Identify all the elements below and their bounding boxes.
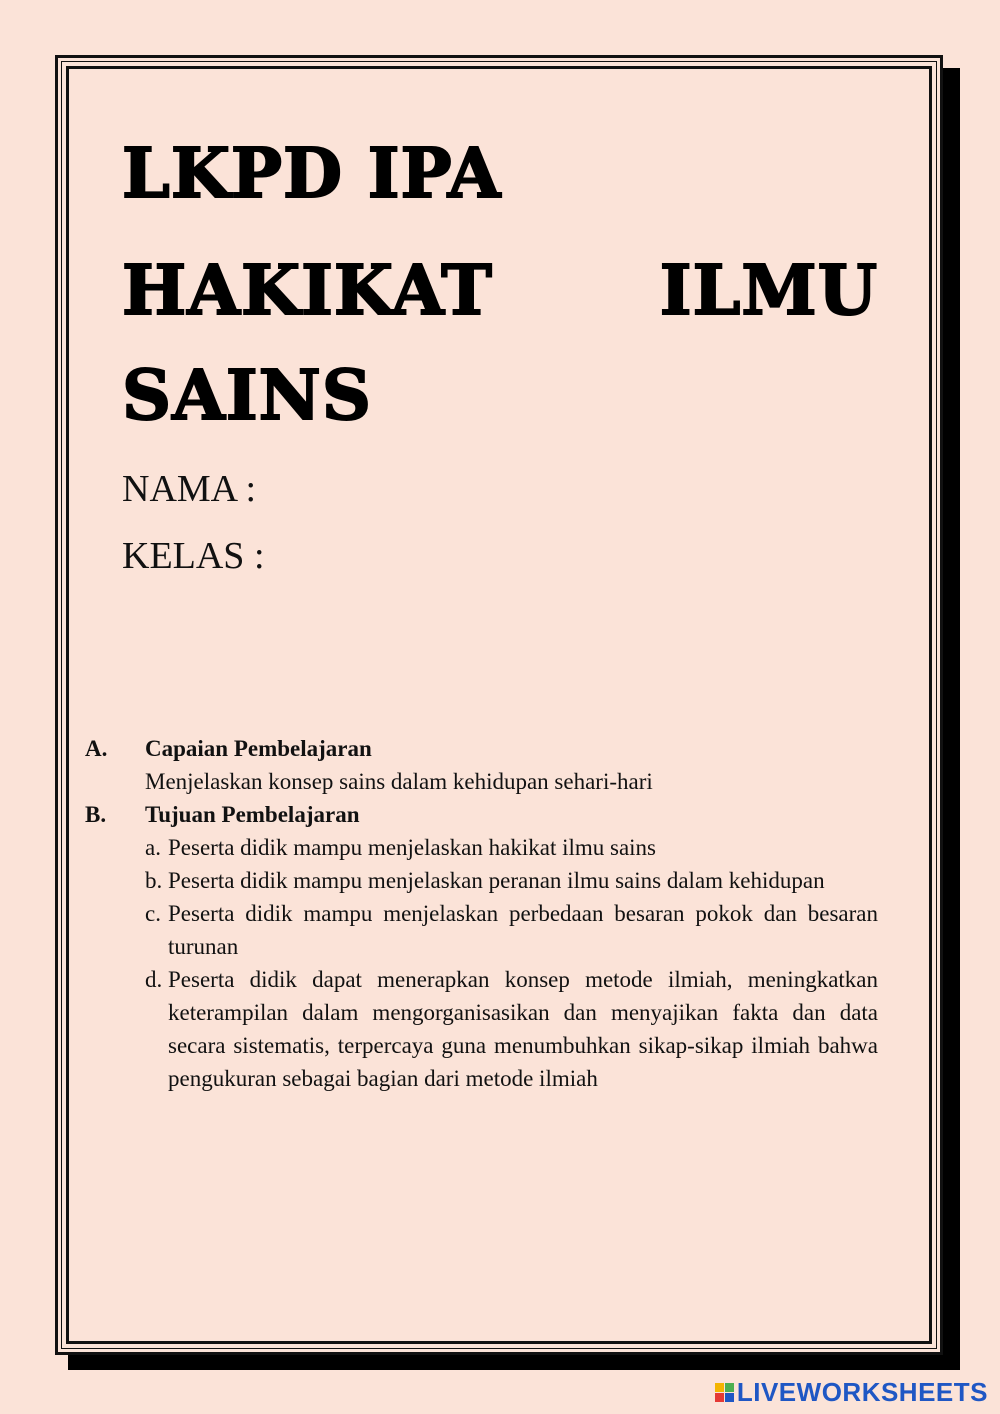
title-line-2-right: ILMU <box>659 251 878 331</box>
class-field-label: KELAS : <box>122 535 265 577</box>
title-line-2-left: HAKIKAT <box>122 251 493 331</box>
section-a-body: Menjelaskan konsep sains dalam kehidupan sehari-hari <box>145 769 653 794</box>
section-a-heading: Capaian Pembelajaran <box>145 736 372 761</box>
title-line-2 <box>122 251 878 331</box>
liveworksheets-logo-icon <box>715 1383 734 1402</box>
goal-text: Peserta didik mampu menjelaskan hakikat ilmu sains <box>168 835 657 860</box>
goal-text: Peserta didik dapat menerapkan konsep metode ilmiah, meningkatkan keterampilan dalam mengorganisasikan dan menyajikan fakta dan data secara sistematis, terpercaya guna menumbuhkan sikap-sikap ilmiah bahwa pengukuran sebagai bagian dari metode ilmiah <box>168 967 878 1091</box>
objectives-section <box>85 732 878 1095</box>
section-b-heading: Tujuan Pembelajaran <box>145 802 360 827</box>
name-field-label: NAMA : <box>122 468 257 510</box>
goal-item <box>145 963 878 1095</box>
section-b-letter: B. <box>85 802 107 827</box>
goal-item <box>145 897 878 963</box>
watermark-text: LIVEWORKSHEETS <box>736 1377 988 1407</box>
goal-item <box>145 831 878 864</box>
title-line-1: LKPD IPA <box>122 134 502 214</box>
page-border-frame <box>55 55 943 1355</box>
goal-letter: a. <box>145 835 161 860</box>
section-a-header <box>85 732 878 765</box>
section-a-letter: A. <box>85 736 108 761</box>
goal-text: Peserta didik mampu menjelaskan perbedaan besaran pokok dan besaran turunan <box>168 901 878 959</box>
liveworksheets-watermark <box>715 1377 988 1408</box>
goal-list <box>85 831 878 1095</box>
section-b-header <box>85 798 878 831</box>
goal-letter: b. <box>145 868 163 893</box>
goal-item <box>145 864 878 897</box>
goal-letter: c. <box>145 901 161 926</box>
goal-text: Peserta didik mampu menjelaskan peranan ilmu sains dalam kehidupan <box>168 868 825 893</box>
goal-letter: d. <box>145 967 163 992</box>
title-line-3: SAINS <box>122 356 372 436</box>
